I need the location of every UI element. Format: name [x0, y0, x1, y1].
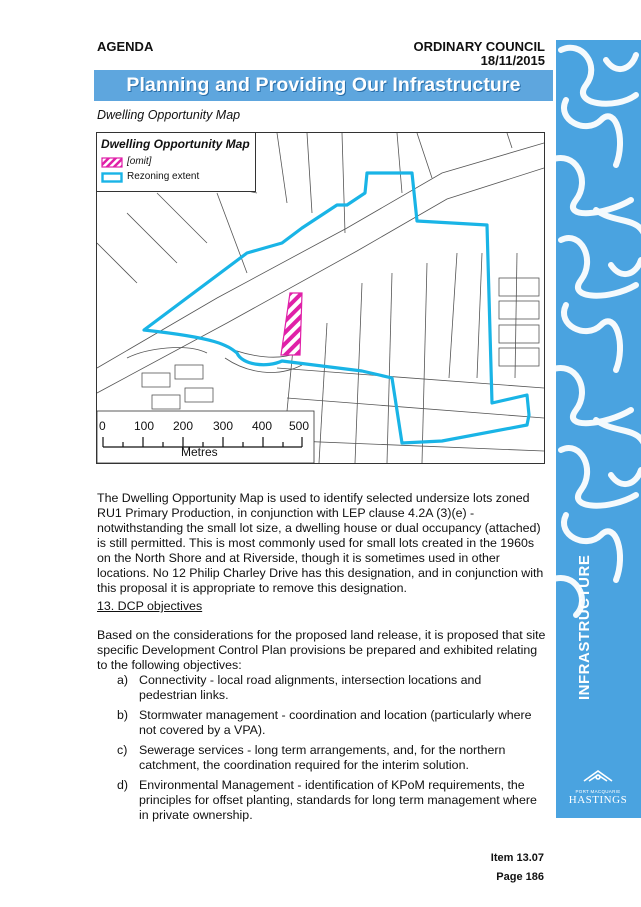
scale-tick-label: 0: [99, 419, 106, 433]
item-number: Item 13.07: [490, 852, 544, 864]
list-item: [117, 708, 537, 738]
section-heading: 13. DCP objectives: [97, 599, 203, 613]
scale-tick-label: 500: [289, 419, 310, 433]
body-paragraph: Based on the considerations for the proposed land release, it is proposed that site specific Development Control Plan provisions be prepared and exhibited relating to the following objectives:: [97, 628, 546, 672]
legend-item-rezoning: Rezoning extent: [127, 171, 200, 182]
map-caption: Dwelling Opportunity Map: [97, 108, 241, 122]
logo-big-text: HASTINGS: [568, 794, 628, 806]
list-text: Connectivity - local road alignments, intersection locations and pedestrian links.: [139, 673, 482, 702]
rezoning-extent-boundary: [144, 173, 529, 443]
list-item: [117, 778, 537, 823]
list-item: [117, 743, 537, 773]
dwelling-opportunity-lot: [281, 293, 302, 355]
legend-rezoning-swatch: [101, 172, 123, 183]
list-marker: b): [117, 708, 129, 722]
list-text: Stormwater management - coordination and location (particularly where not covered by a VPA).: [139, 708, 532, 737]
meeting-date: 18/11/2015: [480, 53, 545, 68]
body-paragraph: The Dwelling Opportunity Map is used to identify selected undersize lots zoned RU1 Primary Production, in conjunction with LEP clause 4.2A (3)(e) - notwithstanding the small lot size, a dwelling house or dual occupancy (attached) is still permitted. This is most commonly used for small lots created in the 1960s on the North Shore and at Riverside, though it is sometimes used in other locations. No 12 Philip Charley Drive has this designation, and in conjunction with this proposal it is appropriate to remove this designation.: [97, 491, 544, 595]
banner-title: Planning and Providing Our Infrastructure: [126, 74, 521, 96]
objectives-list: [117, 673, 537, 828]
scale-tick-label: 100: [134, 419, 155, 433]
legend-hatch-swatch: [101, 157, 123, 168]
agenda-label: AGENDA: [97, 39, 154, 54]
scale-tick-label: 200: [173, 419, 194, 433]
scale-unit-label: Metres: [181, 445, 218, 459]
scale-tick-label: 400: [252, 419, 273, 433]
logo-mark-icon: [581, 768, 615, 784]
list-item: [117, 673, 537, 703]
council-logo: [562, 768, 634, 806]
list-text: Sewerage services - long term arrangements, and, for the northern catchment, the coordination required for the interim solution.: [139, 743, 506, 772]
logo-small-text: PORT MACQUARIE: [575, 789, 621, 794]
scale-tick-label: 300: [213, 419, 234, 433]
legend-item-omit: [omit]: [127, 156, 152, 167]
list-marker: c): [117, 743, 128, 757]
list-marker: a): [117, 673, 129, 687]
council-title: ORDINARY COUNCIL: [413, 39, 545, 54]
page-number: Page 186: [496, 871, 544, 883]
list-text: Environmental Management - identification of KPoM requirements, the principles for offset planting, standards for long term management where in private ownership.: [139, 778, 537, 822]
list-marker: d): [117, 778, 129, 792]
sidebar-section-label: INFRASTRUCTURE: [576, 554, 593, 700]
dwelling-opportunity-map: [96, 132, 545, 464]
legend-title: Dwelling Opportunity Map: [101, 137, 250, 151]
map-legend: [97, 133, 256, 192]
